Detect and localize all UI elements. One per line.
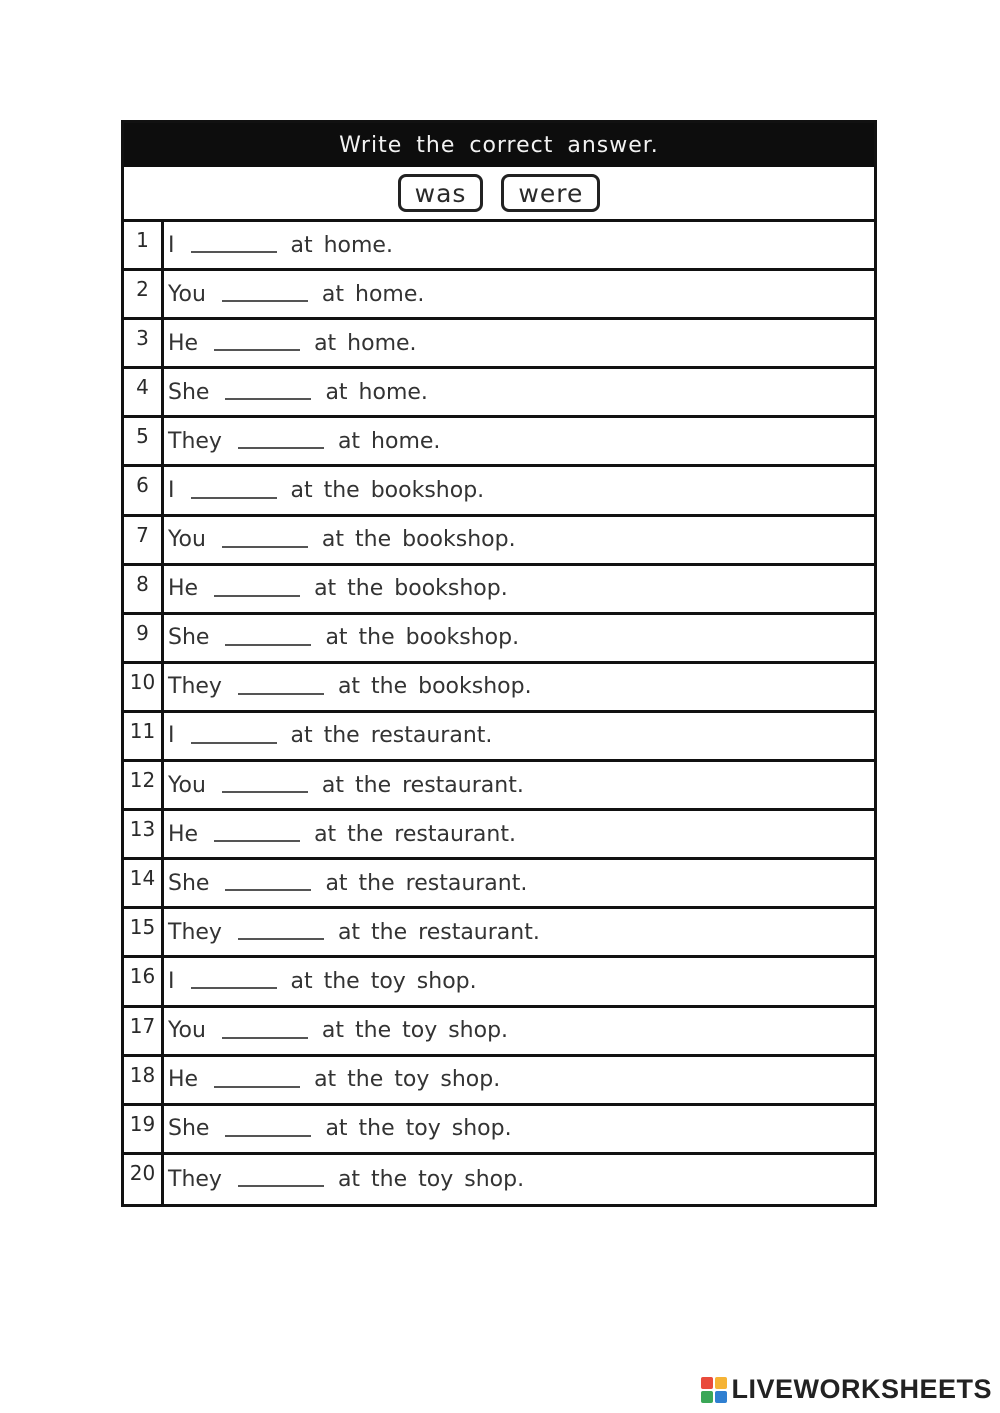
sentence-ending: at home. [325, 379, 428, 405]
exercise-sentence [164, 222, 874, 268]
answer-blank[interactable] [222, 286, 308, 302]
sentence-ending: at the bookshop. [314, 576, 508, 602]
sentence-ending: at the toy shop. [337, 1166, 525, 1192]
answer-blank[interactable] [191, 483, 277, 499]
exercise-sentence [164, 860, 874, 906]
word-bank [124, 167, 874, 222]
exercise-sentence [164, 762, 874, 808]
sentence-subject: I [168, 232, 175, 258]
exercise-row [124, 320, 874, 369]
answer-blank[interactable] [214, 335, 300, 351]
exercise-row [124, 664, 874, 713]
exercise-row [124, 222, 874, 271]
exercise-row [124, 860, 874, 909]
answer-blank[interactable] [225, 875, 311, 891]
exercise-sentence [164, 1008, 874, 1054]
exercise-number: 2 [124, 271, 164, 317]
sentence-subject: They [168, 1166, 222, 1192]
exercise-number: 9 [124, 615, 164, 661]
answer-blank[interactable] [238, 924, 324, 940]
exercise-row [124, 713, 874, 762]
exercise-number: 16 [124, 958, 164, 1004]
exercise-sentence [164, 958, 874, 1004]
sentence-ending: at home. [290, 232, 393, 258]
exercise-list [124, 222, 874, 1204]
answer-blank[interactable] [222, 777, 308, 793]
sentence-subject: You [168, 1018, 206, 1044]
exercise-row [124, 517, 874, 566]
exercise-sentence [164, 418, 874, 464]
exercise-row [124, 369, 874, 418]
answer-blank[interactable] [222, 532, 308, 548]
logo-text: LIVEWORKSHEETS [731, 1374, 992, 1404]
exercise-row [124, 1008, 874, 1057]
sentence-subject: They [168, 919, 222, 945]
sentence-ending: at the toy shop. [321, 1018, 509, 1044]
exercise-sentence [164, 271, 874, 317]
answer-blank[interactable] [238, 433, 324, 449]
sentence-ending: at the restaurant. [337, 919, 540, 945]
exercise-number: 3 [124, 320, 164, 366]
exercise-sentence [164, 566, 874, 612]
sentence-subject: They [168, 674, 222, 700]
sentence-ending: at home. [321, 281, 425, 307]
sentence-subject: You [168, 772, 206, 798]
answer-blank[interactable] [214, 826, 300, 842]
sentence-ending: at the bookshop. [325, 625, 520, 651]
answer-blank[interactable] [214, 1072, 300, 1088]
sentence-subject: He [168, 330, 199, 356]
exercise-sentence [164, 811, 874, 857]
instruction-header [124, 123, 874, 167]
exercise-sentence [164, 664, 874, 710]
logo-square-1 [701, 1377, 713, 1389]
exercise-sentence [164, 517, 874, 563]
exercise-row [124, 1057, 874, 1106]
exercise-sentence [164, 369, 874, 415]
answer-blank[interactable] [225, 630, 311, 646]
exercise-row [124, 467, 874, 516]
exercise-sentence [164, 615, 874, 661]
sentence-subject: He [168, 576, 199, 602]
sentence-subject: I [168, 478, 175, 504]
sentence-ending: at home. [337, 428, 441, 454]
exercise-number: 18 [124, 1057, 164, 1103]
logo-square-4 [715, 1391, 727, 1403]
sentence-subject: He [168, 821, 199, 847]
exercise-row [124, 811, 874, 860]
exercise-number: 14 [124, 860, 164, 906]
exercise-number: 5 [124, 418, 164, 464]
exercise-number: 4 [124, 369, 164, 415]
exercise-number: 19 [124, 1106, 164, 1152]
liveworksheets-logo [701, 1374, 992, 1405]
sentence-ending: at the restaurant. [314, 821, 516, 847]
sentence-ending: at the toy shop. [325, 1116, 512, 1142]
exercise-row [124, 271, 874, 320]
sentence-ending: at the restaurant. [290, 723, 493, 749]
exercise-row [124, 566, 874, 615]
exercise-row [124, 615, 874, 664]
exercise-row [124, 958, 874, 1007]
answer-blank[interactable] [225, 1121, 311, 1137]
sentence-subject: She [168, 870, 210, 896]
sentence-ending: at the toy shop. [314, 1067, 501, 1093]
exercise-row [124, 418, 874, 467]
answer-blank[interactable] [238, 1171, 324, 1187]
answer-blank[interactable] [238, 679, 324, 695]
sentence-subject: They [168, 428, 222, 454]
exercise-number: 1 [124, 222, 164, 268]
exercise-sentence [164, 467, 874, 513]
sentence-subject: I [168, 968, 175, 994]
exercise-sentence [164, 1155, 874, 1204]
sentence-subject: She [168, 379, 210, 405]
sentence-subject: You [168, 527, 206, 553]
exercise-number: 20 [124, 1155, 164, 1204]
sentence-subject: He [168, 1067, 199, 1093]
sentence-ending: at home. [314, 330, 417, 356]
exercise-number: 6 [124, 467, 164, 513]
exercise-sentence [164, 909, 874, 955]
exercise-number: 12 [124, 762, 164, 808]
exercise-row [124, 1106, 874, 1155]
exercise-row [124, 762, 874, 811]
sentence-subject: She [168, 1116, 210, 1142]
exercise-row [124, 1155, 874, 1204]
exercise-number: 15 [124, 909, 164, 955]
sentence-ending: at the bookshop. [337, 674, 532, 700]
answer-blank[interactable] [191, 237, 277, 253]
instruction-text: Write the correct answer. [339, 132, 659, 158]
answer-blank[interactable] [225, 384, 311, 400]
sentence-ending: at the restaurant. [321, 772, 524, 798]
word-option-was[interactable]: was [398, 174, 484, 212]
logo-square-3 [701, 1391, 713, 1403]
exercise-row [124, 909, 874, 958]
exercise-sentence [164, 320, 874, 366]
sentence-subject: She [168, 625, 210, 651]
exercise-number: 10 [124, 664, 164, 710]
liveworksheets-logo-icon [701, 1377, 727, 1403]
answer-blank[interactable] [191, 728, 277, 744]
exercise-number: 13 [124, 811, 164, 857]
worksheet [121, 120, 877, 1207]
sentence-subject: You [168, 281, 206, 307]
answer-blank[interactable] [191, 973, 277, 989]
logo-square-2 [715, 1377, 727, 1389]
sentence-ending: at the bookshop. [321, 527, 516, 553]
exercise-sentence [164, 713, 874, 759]
exercise-number: 11 [124, 713, 164, 759]
exercise-number: 17 [124, 1008, 164, 1054]
answer-blank[interactable] [214, 581, 300, 597]
sentence-ending: at the restaurant. [325, 870, 528, 896]
sentence-ending: at the toy shop. [290, 968, 477, 994]
answer-blank[interactable] [222, 1023, 308, 1039]
exercise-number: 8 [124, 566, 164, 612]
sentence-subject: I [168, 723, 175, 749]
exercise-number: 7 [124, 517, 164, 563]
sentence-ending: at the bookshop. [290, 478, 485, 504]
word-option-were[interactable]: were [501, 174, 600, 212]
exercise-sentence [164, 1057, 874, 1103]
exercise-sentence [164, 1106, 874, 1152]
